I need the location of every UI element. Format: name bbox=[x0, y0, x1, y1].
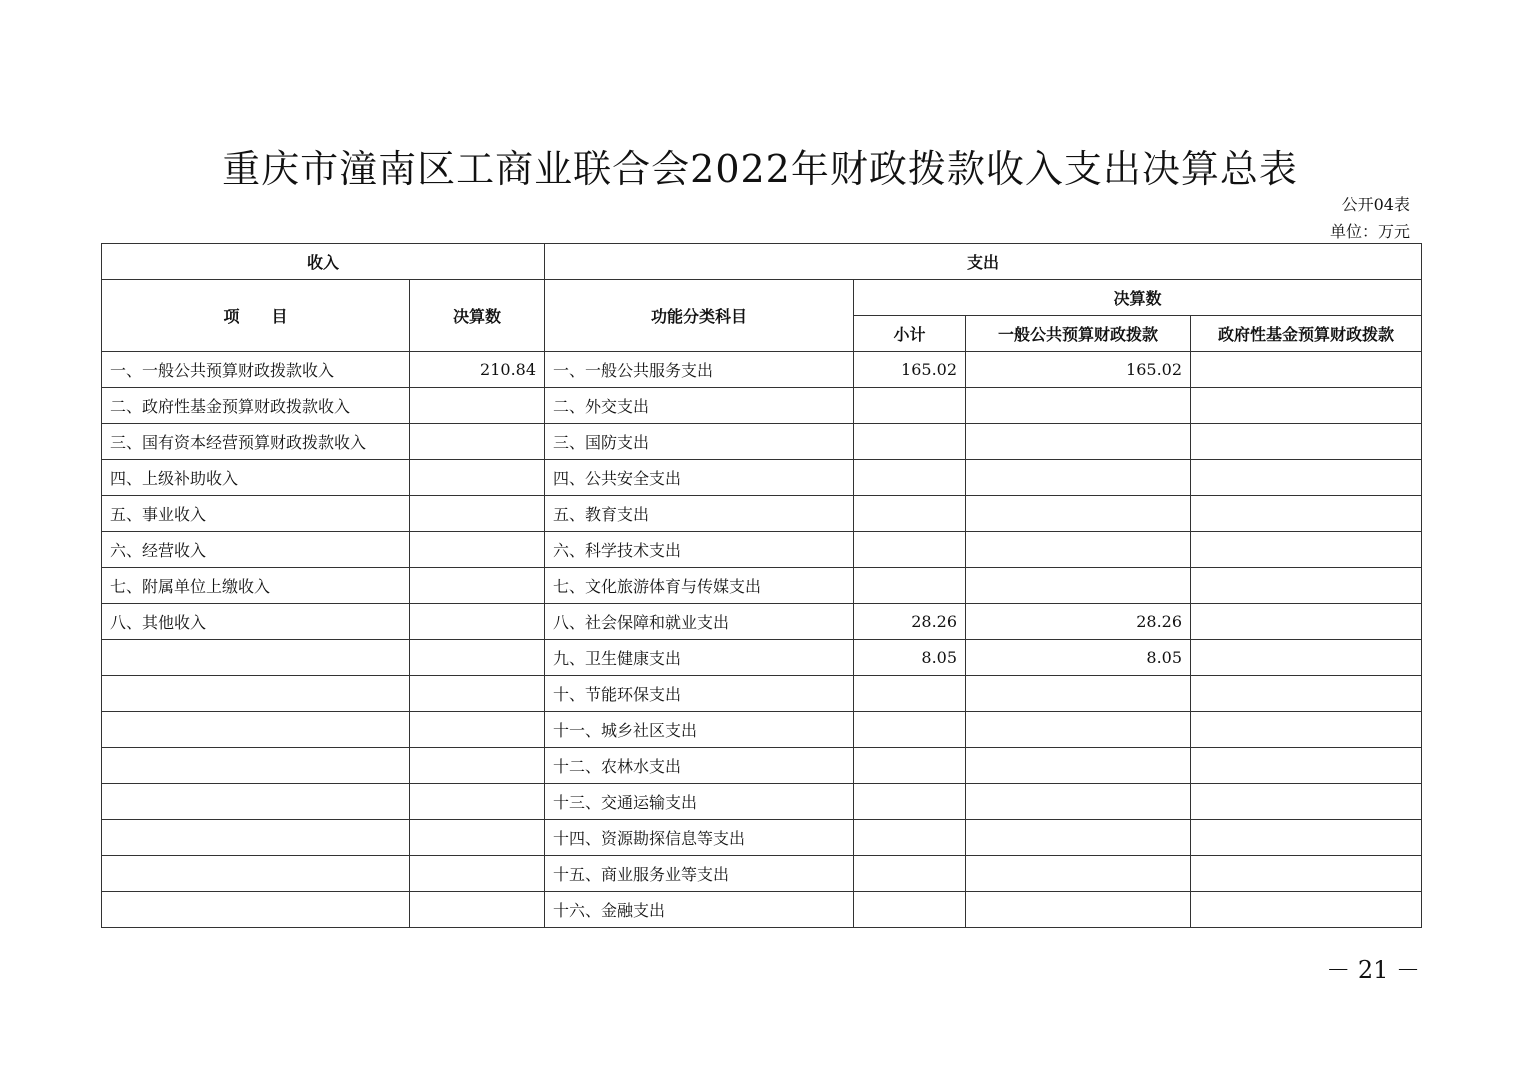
table-row bbox=[102, 532, 1422, 568]
expense-item-cell: 六、科学技术支出 bbox=[545, 532, 854, 568]
income-item-cell: 七、附属单位上缴收入 bbox=[102, 568, 410, 604]
expense-item-cell: 八、社会保障和就业支出 bbox=[545, 604, 854, 640]
subtotal-cell bbox=[854, 424, 966, 460]
expense-item-cell: 二、外交支出 bbox=[545, 388, 854, 424]
header-expense: 支出 bbox=[545, 244, 1422, 280]
general-cell bbox=[966, 676, 1191, 712]
general-cell bbox=[966, 568, 1191, 604]
header-amount: 决算数 bbox=[410, 280, 545, 352]
income-amount-cell bbox=[410, 568, 545, 604]
subtotal-cell: 28.26 bbox=[854, 604, 966, 640]
finance-table bbox=[101, 243, 1422, 928]
table-row bbox=[102, 784, 1422, 820]
fund-cell bbox=[1191, 748, 1422, 784]
income-amount-cell: 210.84 bbox=[410, 352, 545, 388]
income-amount-cell bbox=[410, 748, 545, 784]
subtotal-cell: 165.02 bbox=[854, 352, 966, 388]
income-amount-cell bbox=[410, 388, 545, 424]
header-row-1 bbox=[102, 244, 1422, 280]
income-amount-cell bbox=[410, 784, 545, 820]
subtotal-cell bbox=[854, 784, 966, 820]
table-body bbox=[102, 244, 1422, 928]
fund-cell bbox=[1191, 568, 1422, 604]
general-cell bbox=[966, 820, 1191, 856]
header-fund: 政府性基金预算财政拨款 bbox=[1191, 316, 1422, 352]
expense-item-cell: 五、教育支出 bbox=[545, 496, 854, 532]
table-row bbox=[102, 856, 1422, 892]
general-cell bbox=[966, 892, 1191, 928]
fund-cell bbox=[1191, 532, 1422, 568]
income-item-cell bbox=[102, 640, 410, 676]
expense-item-cell: 七、文化旅游体育与传媒支出 bbox=[545, 568, 854, 604]
income-item-cell: 八、其他收入 bbox=[102, 604, 410, 640]
income-item-cell bbox=[102, 892, 410, 928]
fund-cell bbox=[1191, 604, 1422, 640]
table-row bbox=[102, 460, 1422, 496]
income-item-cell bbox=[102, 820, 410, 856]
income-item-cell: 三、国有资本经营预算财政拨款收入 bbox=[102, 424, 410, 460]
expense-item-cell: 九、卫生健康支出 bbox=[545, 640, 854, 676]
income-amount-cell bbox=[410, 496, 545, 532]
income-amount-cell bbox=[410, 856, 545, 892]
fund-cell bbox=[1191, 424, 1422, 460]
header-general: 一般公共预算财政拨款 bbox=[966, 316, 1191, 352]
header-final-amount: 决算数 bbox=[854, 280, 1422, 316]
subtotal-cell bbox=[854, 496, 966, 532]
header-income: 收入 bbox=[102, 244, 545, 280]
table-row bbox=[102, 676, 1422, 712]
header-item: 项 目 bbox=[102, 280, 410, 352]
general-cell bbox=[966, 784, 1191, 820]
subtotal-cell bbox=[854, 748, 966, 784]
table-row bbox=[102, 748, 1422, 784]
fund-cell bbox=[1191, 892, 1422, 928]
expense-item-cell: 四、公共安全支出 bbox=[545, 460, 854, 496]
table-row bbox=[102, 424, 1422, 460]
income-item-cell: 一、一般公共预算财政拨款收入 bbox=[102, 352, 410, 388]
fund-cell bbox=[1191, 460, 1422, 496]
income-amount-cell bbox=[410, 676, 545, 712]
income-amount-cell bbox=[410, 424, 545, 460]
expense-item-cell: 三、国防支出 bbox=[545, 424, 854, 460]
income-item-cell bbox=[102, 712, 410, 748]
fund-cell bbox=[1191, 784, 1422, 820]
income-amount-cell bbox=[410, 640, 545, 676]
income-amount-cell bbox=[410, 604, 545, 640]
general-cell bbox=[966, 496, 1191, 532]
general-cell bbox=[966, 460, 1191, 496]
table-row bbox=[102, 820, 1422, 856]
page-title: 重庆市潼南区工商业联合会2022年财政拨款收入支出决算总表 bbox=[222, 147, 1298, 191]
general-cell: 8.05 bbox=[966, 640, 1191, 676]
form-number: 公开04表 bbox=[1341, 195, 1410, 214]
expense-item-cell: 十、节能环保支出 bbox=[545, 676, 854, 712]
general-cell bbox=[966, 532, 1191, 568]
income-item-cell bbox=[102, 856, 410, 892]
general-cell bbox=[966, 424, 1191, 460]
income-amount-cell bbox=[410, 460, 545, 496]
income-item-cell: 五、事业收入 bbox=[102, 496, 410, 532]
general-cell bbox=[966, 712, 1191, 748]
table-row bbox=[102, 496, 1422, 532]
general-cell bbox=[966, 856, 1191, 892]
income-item-cell: 四、上级补助收入 bbox=[102, 460, 410, 496]
fund-cell bbox=[1191, 496, 1422, 532]
table-row bbox=[102, 892, 1422, 928]
subtotal-cell bbox=[854, 856, 966, 892]
income-amount-cell bbox=[410, 532, 545, 568]
expense-item-cell: 十二、农林水支出 bbox=[545, 748, 854, 784]
table-row bbox=[102, 640, 1422, 676]
expense-item-cell: 十五、商业服务业等支出 bbox=[545, 856, 854, 892]
subtotal-cell bbox=[854, 820, 966, 856]
fund-cell bbox=[1191, 352, 1422, 388]
subtotal-cell bbox=[854, 568, 966, 604]
table-row bbox=[102, 604, 1422, 640]
header-func: 功能分类科目 bbox=[545, 280, 854, 352]
fund-cell bbox=[1191, 640, 1422, 676]
subtotal-cell bbox=[854, 532, 966, 568]
general-cell bbox=[966, 388, 1191, 424]
expense-item-cell: 一、一般公共服务支出 bbox=[545, 352, 854, 388]
subtotal-cell bbox=[854, 892, 966, 928]
expense-item-cell: 十一、城乡社区支出 bbox=[545, 712, 854, 748]
income-amount-cell bbox=[410, 892, 545, 928]
general-cell: 165.02 bbox=[966, 352, 1191, 388]
subtotal-cell bbox=[854, 676, 966, 712]
page-number: － 21 － bbox=[1326, 956, 1420, 984]
subtotal-cell bbox=[854, 388, 966, 424]
subtotal-cell bbox=[854, 460, 966, 496]
expense-item-cell: 十六、金融支出 bbox=[545, 892, 854, 928]
unit-label: 单位：万元 bbox=[1329, 222, 1410, 241]
subtotal-cell: 8.05 bbox=[854, 640, 966, 676]
fund-cell bbox=[1191, 856, 1422, 892]
income-amount-cell bbox=[410, 820, 545, 856]
income-item-cell bbox=[102, 748, 410, 784]
table-row bbox=[102, 712, 1422, 748]
income-item-cell bbox=[102, 784, 410, 820]
fund-cell bbox=[1191, 712, 1422, 748]
income-item-cell: 六、经营收入 bbox=[102, 532, 410, 568]
expense-item-cell: 十四、资源勘探信息等支出 bbox=[545, 820, 854, 856]
income-amount-cell bbox=[410, 712, 545, 748]
header-subtotal: 小计 bbox=[854, 316, 966, 352]
fund-cell bbox=[1191, 676, 1422, 712]
table-row bbox=[102, 388, 1422, 424]
table-row bbox=[102, 352, 1422, 388]
header-row-2 bbox=[102, 280, 1422, 316]
income-item-cell bbox=[102, 676, 410, 712]
income-item-cell: 二、政府性基金预算财政拨款收入 bbox=[102, 388, 410, 424]
subtotal-cell bbox=[854, 712, 966, 748]
general-cell: 28.26 bbox=[966, 604, 1191, 640]
table-row bbox=[102, 568, 1422, 604]
fund-cell bbox=[1191, 820, 1422, 856]
expense-item-cell: 十三、交通运输支出 bbox=[545, 784, 854, 820]
fund-cell bbox=[1191, 388, 1422, 424]
general-cell bbox=[966, 748, 1191, 784]
